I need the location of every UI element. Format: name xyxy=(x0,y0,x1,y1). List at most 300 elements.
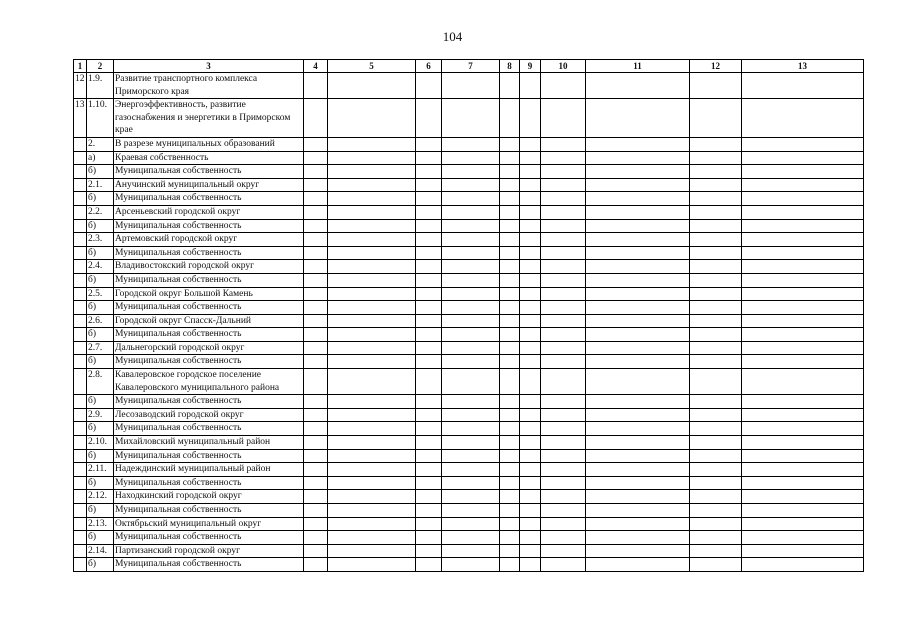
empty-cell xyxy=(328,178,416,192)
empty-cell xyxy=(742,369,864,395)
empty-cell xyxy=(690,246,742,260)
empty-cell xyxy=(304,408,328,422)
empty-cell xyxy=(304,301,328,315)
empty-cell xyxy=(541,558,586,572)
empty-cell xyxy=(442,328,500,342)
cell-c3: Энергоэффективность, развитие газоснабжения и энергетики в Приморском крае xyxy=(114,99,304,138)
empty-cell xyxy=(742,463,864,477)
empty-cell xyxy=(742,328,864,342)
empty-cell xyxy=(328,273,416,287)
empty-cell xyxy=(442,504,500,518)
empty-cell xyxy=(442,178,500,192)
empty-cell xyxy=(416,531,442,545)
table-row xyxy=(74,490,864,504)
empty-cell xyxy=(541,73,586,99)
empty-cell xyxy=(328,476,416,490)
empty-cell xyxy=(541,233,586,247)
empty-cell xyxy=(541,328,586,342)
empty-cell xyxy=(586,341,690,355)
empty-cell xyxy=(500,287,520,301)
cell-c1 xyxy=(74,151,87,165)
cell-c2: 1.10. xyxy=(87,99,114,138)
empty-cell xyxy=(500,178,520,192)
empty-cell xyxy=(500,531,520,545)
column-header: 4 xyxy=(304,60,328,73)
empty-cell xyxy=(304,504,328,518)
empty-cell xyxy=(442,476,500,490)
empty-cell xyxy=(742,165,864,179)
empty-cell xyxy=(304,436,328,450)
empty-cell xyxy=(742,436,864,450)
empty-cell xyxy=(500,517,520,531)
column-header: 1 xyxy=(74,60,87,73)
empty-cell xyxy=(742,517,864,531)
empty-cell xyxy=(742,151,864,165)
empty-cell xyxy=(304,341,328,355)
table-row xyxy=(74,504,864,518)
empty-cell xyxy=(304,205,328,219)
empty-cell xyxy=(520,449,541,463)
empty-cell xyxy=(328,436,416,450)
empty-cell xyxy=(442,314,500,328)
empty-cell xyxy=(304,558,328,572)
empty-cell xyxy=(541,301,586,315)
empty-cell xyxy=(690,436,742,450)
empty-cell xyxy=(500,205,520,219)
empty-cell xyxy=(328,408,416,422)
empty-cell xyxy=(586,246,690,260)
empty-cell xyxy=(541,531,586,545)
empty-cell xyxy=(690,544,742,558)
column-header: 12 xyxy=(690,60,742,73)
empty-cell xyxy=(541,219,586,233)
empty-cell xyxy=(500,476,520,490)
cell-c3: Муниципальная собственность xyxy=(114,219,304,233)
cell-c2: б) xyxy=(87,192,114,206)
empty-cell xyxy=(586,490,690,504)
cell-c3: Кавалеровское городское поселение Кавалеровского муниципального района xyxy=(114,369,304,395)
empty-cell xyxy=(586,436,690,450)
empty-cell xyxy=(742,408,864,422)
empty-cell xyxy=(742,205,864,219)
empty-cell xyxy=(742,73,864,99)
cell-c1 xyxy=(74,504,87,518)
empty-cell xyxy=(304,422,328,436)
empty-cell xyxy=(690,558,742,572)
empty-cell xyxy=(328,192,416,206)
cell-c2: б) xyxy=(87,476,114,490)
cell-c2: 2.14. xyxy=(87,544,114,558)
table-row xyxy=(74,531,864,545)
table-row xyxy=(74,73,864,99)
empty-cell xyxy=(442,355,500,369)
empty-cell xyxy=(541,99,586,138)
cell-c1: 13 xyxy=(74,99,87,138)
empty-cell xyxy=(442,73,500,99)
empty-cell xyxy=(586,476,690,490)
cell-c1 xyxy=(74,205,87,219)
cell-c2: б) xyxy=(87,165,114,179)
table-row xyxy=(74,287,864,301)
empty-cell xyxy=(416,436,442,450)
empty-cell xyxy=(520,178,541,192)
empty-cell xyxy=(586,178,690,192)
empty-cell xyxy=(304,73,328,99)
cell-c3: Муниципальная собственность xyxy=(114,449,304,463)
empty-cell xyxy=(690,422,742,436)
empty-cell xyxy=(541,544,586,558)
table-row xyxy=(74,408,864,422)
empty-cell xyxy=(742,99,864,138)
cell-c3: Развитие транспортного комплекса Приморского края xyxy=(114,73,304,99)
empty-cell xyxy=(690,260,742,274)
empty-cell xyxy=(742,233,864,247)
empty-cell xyxy=(541,314,586,328)
empty-cell xyxy=(442,422,500,436)
empty-cell xyxy=(541,504,586,518)
empty-cell xyxy=(520,192,541,206)
cell-c2: 2.4. xyxy=(87,260,114,274)
empty-cell xyxy=(304,137,328,151)
empty-cell xyxy=(416,314,442,328)
table-row xyxy=(74,219,864,233)
empty-cell xyxy=(586,287,690,301)
empty-cell xyxy=(520,341,541,355)
cell-c1 xyxy=(74,369,87,395)
cell-c3: Муниципальная собственность xyxy=(114,192,304,206)
empty-cell xyxy=(690,490,742,504)
empty-cell xyxy=(742,314,864,328)
cell-c1 xyxy=(74,531,87,545)
empty-cell xyxy=(416,137,442,151)
table-row xyxy=(74,137,864,151)
empty-cell xyxy=(416,178,442,192)
empty-cell xyxy=(500,99,520,138)
empty-cell xyxy=(742,504,864,518)
cell-c1 xyxy=(74,544,87,558)
empty-cell xyxy=(442,341,500,355)
empty-cell xyxy=(541,369,586,395)
cell-c2: б) xyxy=(87,301,114,315)
empty-cell xyxy=(520,273,541,287)
empty-cell xyxy=(520,422,541,436)
empty-cell xyxy=(742,260,864,274)
empty-cell xyxy=(500,558,520,572)
cell-c1 xyxy=(74,137,87,151)
empty-cell xyxy=(500,328,520,342)
cell-c1 xyxy=(74,192,87,206)
empty-cell xyxy=(690,408,742,422)
empty-cell xyxy=(416,558,442,572)
empty-cell xyxy=(442,99,500,138)
page-number: 104 xyxy=(442,29,463,44)
empty-cell xyxy=(500,165,520,179)
empty-cell xyxy=(541,178,586,192)
cell-c3: Октябрьский муниципальный округ xyxy=(114,517,304,531)
cell-c2: б) xyxy=(87,395,114,409)
empty-cell xyxy=(690,165,742,179)
cell-c3: В разрезе муниципальных образований xyxy=(114,137,304,151)
empty-cell xyxy=(500,422,520,436)
empty-cell xyxy=(442,233,500,247)
empty-cell xyxy=(500,504,520,518)
empty-cell xyxy=(586,422,690,436)
cell-c2: 2.12. xyxy=(87,490,114,504)
empty-cell xyxy=(500,355,520,369)
cell-c2: б) xyxy=(87,219,114,233)
empty-cell xyxy=(442,558,500,572)
empty-cell xyxy=(416,301,442,315)
cell-c3: Михайловский муниципальный район xyxy=(114,436,304,450)
empty-cell xyxy=(416,233,442,247)
empty-cell xyxy=(520,436,541,450)
cell-c2: б) xyxy=(87,355,114,369)
empty-cell xyxy=(586,408,690,422)
empty-cell xyxy=(328,165,416,179)
cell-c2: б) xyxy=(87,422,114,436)
empty-cell xyxy=(541,490,586,504)
empty-cell xyxy=(442,287,500,301)
empty-cell xyxy=(416,260,442,274)
column-header: 13 xyxy=(742,60,864,73)
empty-cell xyxy=(520,355,541,369)
empty-cell xyxy=(742,273,864,287)
empty-cell xyxy=(541,463,586,477)
empty-cell xyxy=(304,287,328,301)
empty-cell xyxy=(586,558,690,572)
empty-cell xyxy=(416,205,442,219)
empty-cell xyxy=(500,463,520,477)
empty-cell xyxy=(500,192,520,206)
empty-cell xyxy=(304,355,328,369)
empty-cell xyxy=(742,301,864,315)
empty-cell xyxy=(304,178,328,192)
table-row xyxy=(74,476,864,490)
table-row xyxy=(74,341,864,355)
empty-cell xyxy=(520,395,541,409)
table-row xyxy=(74,273,864,287)
table-row xyxy=(74,246,864,260)
empty-cell xyxy=(304,165,328,179)
empty-cell xyxy=(416,355,442,369)
empty-cell xyxy=(304,395,328,409)
empty-cell xyxy=(304,531,328,545)
empty-cell xyxy=(541,273,586,287)
empty-cell xyxy=(304,260,328,274)
empty-cell xyxy=(304,314,328,328)
empty-cell xyxy=(442,449,500,463)
cell-c2: 2.10. xyxy=(87,436,114,450)
empty-cell xyxy=(586,99,690,138)
empty-cell xyxy=(690,476,742,490)
cell-c3: Муниципальная собственность xyxy=(114,395,304,409)
empty-cell xyxy=(541,341,586,355)
empty-cell xyxy=(690,531,742,545)
empty-cell xyxy=(442,301,500,315)
empty-cell xyxy=(520,219,541,233)
empty-cell xyxy=(742,422,864,436)
empty-cell xyxy=(442,436,500,450)
table-row xyxy=(74,544,864,558)
cell-c1 xyxy=(74,287,87,301)
empty-cell xyxy=(690,137,742,151)
header-row xyxy=(74,60,864,73)
empty-cell xyxy=(520,314,541,328)
empty-cell xyxy=(541,287,586,301)
empty-cell xyxy=(500,449,520,463)
empty-cell xyxy=(500,544,520,558)
empty-cell xyxy=(416,341,442,355)
table-row xyxy=(74,233,864,247)
empty-cell xyxy=(690,287,742,301)
empty-cell xyxy=(586,219,690,233)
empty-cell xyxy=(304,449,328,463)
cell-c2: б) xyxy=(87,558,114,572)
empty-cell xyxy=(520,233,541,247)
empty-cell xyxy=(416,73,442,99)
empty-cell xyxy=(328,395,416,409)
empty-cell xyxy=(328,205,416,219)
empty-cell xyxy=(328,422,416,436)
cell-c1 xyxy=(74,165,87,179)
empty-cell xyxy=(520,531,541,545)
table-body xyxy=(74,73,864,572)
empty-cell xyxy=(328,544,416,558)
empty-cell xyxy=(520,137,541,151)
empty-cell xyxy=(304,463,328,477)
empty-cell xyxy=(304,99,328,138)
empty-cell xyxy=(541,422,586,436)
empty-cell xyxy=(500,246,520,260)
cell-c1 xyxy=(74,395,87,409)
empty-cell xyxy=(586,301,690,315)
empty-cell xyxy=(416,544,442,558)
empty-cell xyxy=(442,219,500,233)
empty-cell xyxy=(500,73,520,99)
empty-cell xyxy=(442,463,500,477)
cell-c2: 2.13. xyxy=(87,517,114,531)
empty-cell xyxy=(442,517,500,531)
empty-cell xyxy=(500,301,520,315)
empty-cell xyxy=(304,219,328,233)
table-row xyxy=(74,436,864,450)
empty-cell xyxy=(500,408,520,422)
empty-cell xyxy=(304,151,328,165)
empty-cell xyxy=(328,558,416,572)
empty-cell xyxy=(416,449,442,463)
table-row xyxy=(74,463,864,477)
cell-c1 xyxy=(74,463,87,477)
table-row xyxy=(74,301,864,315)
empty-cell xyxy=(416,408,442,422)
empty-cell xyxy=(416,192,442,206)
empty-cell xyxy=(304,544,328,558)
empty-cell xyxy=(742,192,864,206)
cell-c3: Находкинский городской округ xyxy=(114,490,304,504)
empty-cell xyxy=(690,73,742,99)
empty-cell xyxy=(541,395,586,409)
cell-c2: 2.1. xyxy=(87,178,114,192)
cell-c2: 2.5. xyxy=(87,287,114,301)
empty-cell xyxy=(520,328,541,342)
cell-c1 xyxy=(74,260,87,274)
empty-cell xyxy=(328,314,416,328)
column-header: 8 xyxy=(500,60,520,73)
cell-c1 xyxy=(74,408,87,422)
table-row xyxy=(74,517,864,531)
cell-c3: Городской округ Спасск-Дальний xyxy=(114,314,304,328)
cell-c1 xyxy=(74,422,87,436)
column-header: 5 xyxy=(328,60,416,73)
table-row xyxy=(74,422,864,436)
empty-cell xyxy=(541,165,586,179)
empty-cell xyxy=(586,463,690,477)
column-header: 11 xyxy=(586,60,690,73)
empty-cell xyxy=(416,287,442,301)
empty-cell xyxy=(690,192,742,206)
cell-c2: 2.3. xyxy=(87,233,114,247)
empty-cell xyxy=(520,408,541,422)
empty-cell xyxy=(690,504,742,518)
data-table xyxy=(73,59,864,572)
cell-c2: 2.7. xyxy=(87,341,114,355)
empty-cell xyxy=(520,544,541,558)
empty-cell xyxy=(500,314,520,328)
empty-cell xyxy=(541,192,586,206)
column-header: 10 xyxy=(541,60,586,73)
empty-cell xyxy=(690,301,742,315)
cell-c1 xyxy=(74,436,87,450)
empty-cell xyxy=(500,151,520,165)
empty-cell xyxy=(690,449,742,463)
empty-cell xyxy=(541,205,586,219)
empty-cell xyxy=(586,314,690,328)
empty-cell xyxy=(500,369,520,395)
cell-c1 xyxy=(74,246,87,260)
empty-cell xyxy=(442,246,500,260)
empty-cell xyxy=(541,137,586,151)
cell-c1 xyxy=(74,328,87,342)
empty-cell xyxy=(742,137,864,151)
empty-cell xyxy=(328,246,416,260)
table-row xyxy=(74,151,864,165)
empty-cell xyxy=(416,99,442,138)
empty-cell xyxy=(328,328,416,342)
cell-c1 xyxy=(74,476,87,490)
empty-cell xyxy=(690,395,742,409)
table-row xyxy=(74,328,864,342)
empty-cell xyxy=(328,517,416,531)
empty-cell xyxy=(442,395,500,409)
empty-cell xyxy=(442,490,500,504)
empty-cell xyxy=(690,99,742,138)
empty-cell xyxy=(690,328,742,342)
empty-cell xyxy=(328,137,416,151)
table-row xyxy=(74,165,864,179)
empty-cell xyxy=(328,463,416,477)
empty-cell xyxy=(500,137,520,151)
empty-cell xyxy=(304,328,328,342)
empty-cell xyxy=(520,490,541,504)
cell-c3: Муниципальная собственность xyxy=(114,301,304,315)
cell-c3: Лесозаводский городской округ xyxy=(114,408,304,422)
cell-c3: Артемовский городской округ xyxy=(114,233,304,247)
cell-c2: б) xyxy=(87,504,114,518)
empty-cell xyxy=(520,165,541,179)
cell-c3: Муниципальная собственность xyxy=(114,273,304,287)
empty-cell xyxy=(520,369,541,395)
table-row xyxy=(74,192,864,206)
